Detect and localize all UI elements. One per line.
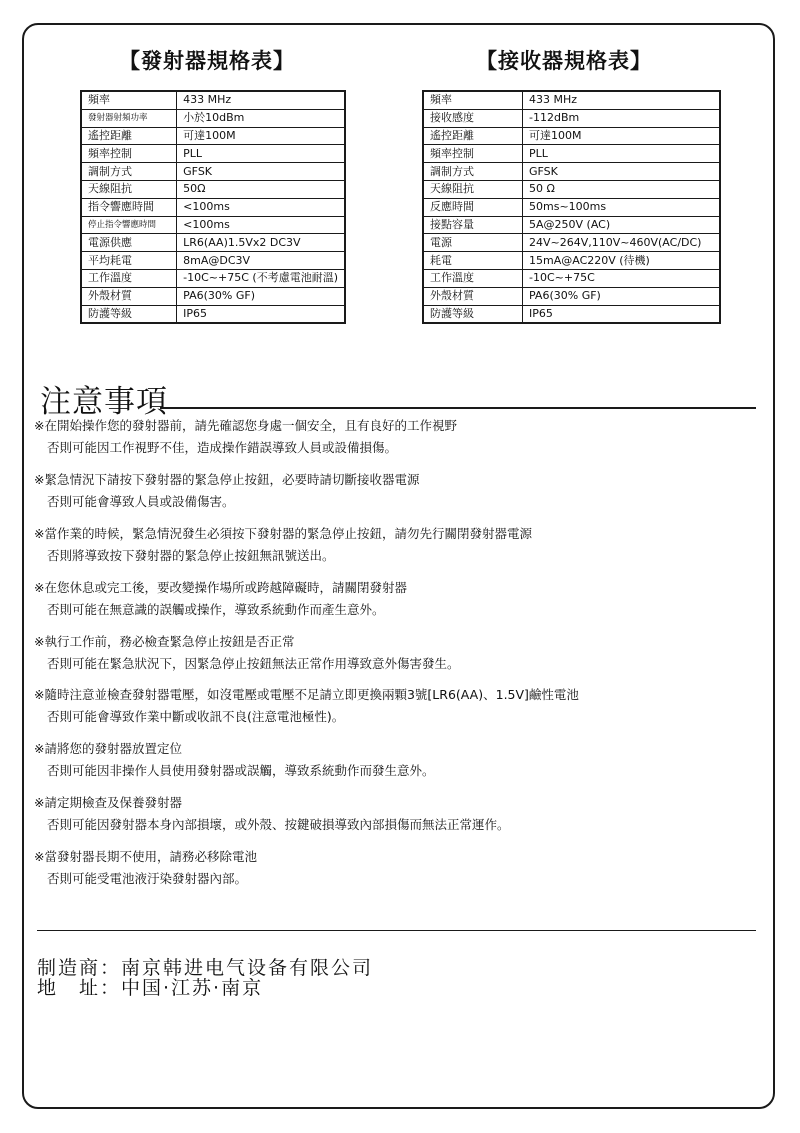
spec-key: 停止指令響應時間 (81, 216, 177, 234)
note-consequence: 否則可能因發射器本身內部損壞，或外殼、按鍵破損導致內部損傷而無法正常運作。 (47, 817, 510, 832)
spec-row (81, 287, 345, 305)
spec-value: IP65 (523, 305, 721, 323)
spec-key: 遙控距離 (423, 127, 523, 145)
spec-row (81, 180, 345, 198)
spec-row (423, 145, 720, 163)
note-item (34, 792, 510, 836)
spec-value: 15mA@AC220V (待機) (523, 252, 721, 270)
spec-value: -10C~+75C (523, 269, 721, 287)
spec-row (423, 269, 720, 287)
spec-key: 電源供應 (81, 234, 177, 252)
note-item (34, 469, 419, 513)
spec-value: PA6(30% GF) (523, 287, 721, 305)
spec-value: IP65 (177, 305, 345, 323)
note-line: ※當發射器長期不使用，請務必移除電池 (34, 849, 257, 864)
spec-row (423, 127, 720, 145)
spec-value: 433 MHz (177, 91, 345, 109)
footer-divider (37, 930, 756, 931)
spec-row (81, 198, 345, 216)
spec-key: 平均耗電 (81, 252, 177, 270)
spec-row (81, 109, 345, 127)
spec-row (81, 163, 345, 181)
spec-value: -112dBm (523, 109, 721, 127)
note-consequence: 否則可能會導致作業中斷或收訊不良(注意電池極性)。 (47, 709, 345, 724)
spec-value: 小於10dBm (177, 109, 345, 127)
spec-value: PLL (523, 145, 721, 163)
spec-value: 可達100M (177, 127, 345, 145)
spec-value: <100ms (177, 198, 345, 216)
note-consequence: 否則可能在緊急狀況下，因緊急停止按鈕無法正常作用導致意外傷害發生。 (47, 656, 460, 671)
spec-value: LR6(AA)1.5Vx2 DC3V (177, 234, 345, 252)
spec-row (423, 305, 720, 323)
note-item (34, 415, 457, 459)
spec-key: 外殼材質 (423, 287, 523, 305)
spec-row (81, 216, 345, 234)
note-item (34, 684, 579, 728)
spec-value: 可達100M (523, 127, 721, 145)
notes-title-underline (160, 407, 756, 409)
note-line: ※緊急情況下請按下發射器的緊急停止按鈕，必要時請切斷接收器電源 (34, 472, 420, 487)
spec-key: 耗電 (423, 252, 523, 270)
receiver-spec-table (422, 90, 721, 324)
spec-key: 發射器射頻功率 (81, 109, 177, 127)
spec-key: 工作溫度 (81, 269, 177, 287)
spec-key: 外殼材質 (81, 287, 177, 305)
address-line: 地 址：中国·江苏·南京 (37, 977, 264, 999)
spec-value: 433 MHz (523, 91, 721, 109)
spec-value: PA6(30% GF) (177, 287, 345, 305)
note-consequence: 否則可能在無意識的誤觸或操作，導致系統動作而產生意外。 (47, 602, 385, 617)
spec-row (81, 252, 345, 270)
spec-key: 接點容量 (423, 216, 523, 234)
note-consequence: 否則將導致按下發射器的緊急停止按鈕無訊號送出。 (47, 548, 335, 563)
note-item (34, 523, 532, 567)
note-item (34, 846, 257, 890)
spec-key: 遙控距離 (81, 127, 177, 145)
spec-row (423, 198, 720, 216)
spec-row (423, 216, 720, 234)
spec-key: 頻率 (81, 91, 177, 109)
spec-row (81, 91, 345, 109)
spec-value: 50Ω (177, 180, 345, 198)
spec-key: 電源 (423, 234, 523, 252)
note-consequence: 否則可能會導致人員或設備傷害。 (47, 494, 235, 509)
spec-row (81, 305, 345, 323)
note-consequence: 否則可能受電池液汙染發射器內部。 (47, 871, 248, 886)
spec-key: 天線阻抗 (81, 180, 177, 198)
note-line: ※當作業的時候，緊急情況發生必須按下發射器的緊急停止按鈕，請勿先行關閉發射器電源 (34, 526, 532, 541)
spec-value: 24V~264V,110V~460V(AC/DC) (523, 234, 721, 252)
manufacturer-line: 制造商：南京韩进电气设备有限公司 (37, 957, 374, 979)
spec-value: GFSK (523, 163, 721, 181)
spec-row (81, 145, 345, 163)
note-line: ※請定期檢查及保養發射器 (34, 795, 182, 810)
spec-row (423, 91, 720, 109)
transmitter-spec-table (80, 90, 346, 324)
spec-key: 工作溫度 (423, 269, 523, 287)
spec-value: PLL (177, 145, 345, 163)
transmitter-spec-title: 【發射器規格表】 (119, 49, 295, 73)
spec-row (423, 234, 720, 252)
spec-row (423, 287, 720, 305)
spec-value: 5A@250V (AC) (523, 216, 721, 234)
spec-key: 防護等級 (423, 305, 523, 323)
notes-title: 注意事項 (40, 384, 168, 420)
spec-row (423, 109, 720, 127)
spec-value: -10C~+75C (不考慮電池耐溫) (177, 269, 345, 287)
receiver-spec-title: 【接收器規格表】 (476, 49, 652, 73)
spec-row (423, 180, 720, 198)
spec-value: GFSK (177, 163, 345, 181)
note-line: ※隨時注意並檢查發射器電壓，如沒電壓或電壓不足請立即更換兩顆3號[LR6(AA)、1.5V]鹼性電池 (34, 687, 579, 702)
note-consequence: 否則可能因非操作人員使用發射器或誤觸，導致系統動作而發生意外。 (47, 763, 435, 778)
spec-value: 8mA@DC3V (177, 252, 345, 270)
spec-key: 天線阻抗 (423, 180, 523, 198)
spec-key: 調制方式 (423, 163, 523, 181)
note-consequence: 否則可能因工作視野不佳，造成操作錯誤導致人員或設備損傷。 (47, 440, 398, 455)
spec-row (423, 252, 720, 270)
note-item (34, 577, 407, 621)
spec-key: 頻率控制 (423, 145, 523, 163)
spec-key: 接收感度 (423, 109, 523, 127)
spec-row (81, 234, 345, 252)
spec-key: 調制方式 (81, 163, 177, 181)
note-line: ※在開始操作您的發射器前，請先確認您身處一個安全，且有良好的工作視野 (34, 418, 457, 433)
spec-row (81, 269, 345, 287)
note-line: ※執行工作前，務必檢查緊急停止按鈕是否正常 (34, 634, 295, 649)
note-line: ※請將您的發射器放置定位 (34, 741, 182, 756)
spec-key: 指令響應時間 (81, 198, 177, 216)
spec-value: 50ms~100ms (523, 198, 721, 216)
spec-value: 50 Ω (523, 180, 721, 198)
spec-value: <100ms (177, 216, 345, 234)
note-line: ※在您休息或完工後，要改變操作場所或跨越障礙時，請關閉發射器 (34, 580, 407, 595)
note-item (34, 738, 435, 782)
spec-row (423, 163, 720, 181)
note-item (34, 631, 460, 675)
spec-key: 防護等級 (81, 305, 177, 323)
spec-row (81, 127, 345, 145)
spec-key: 頻率控制 (81, 145, 177, 163)
spec-key: 反應時間 (423, 198, 523, 216)
spec-key: 頻率 (423, 91, 523, 109)
